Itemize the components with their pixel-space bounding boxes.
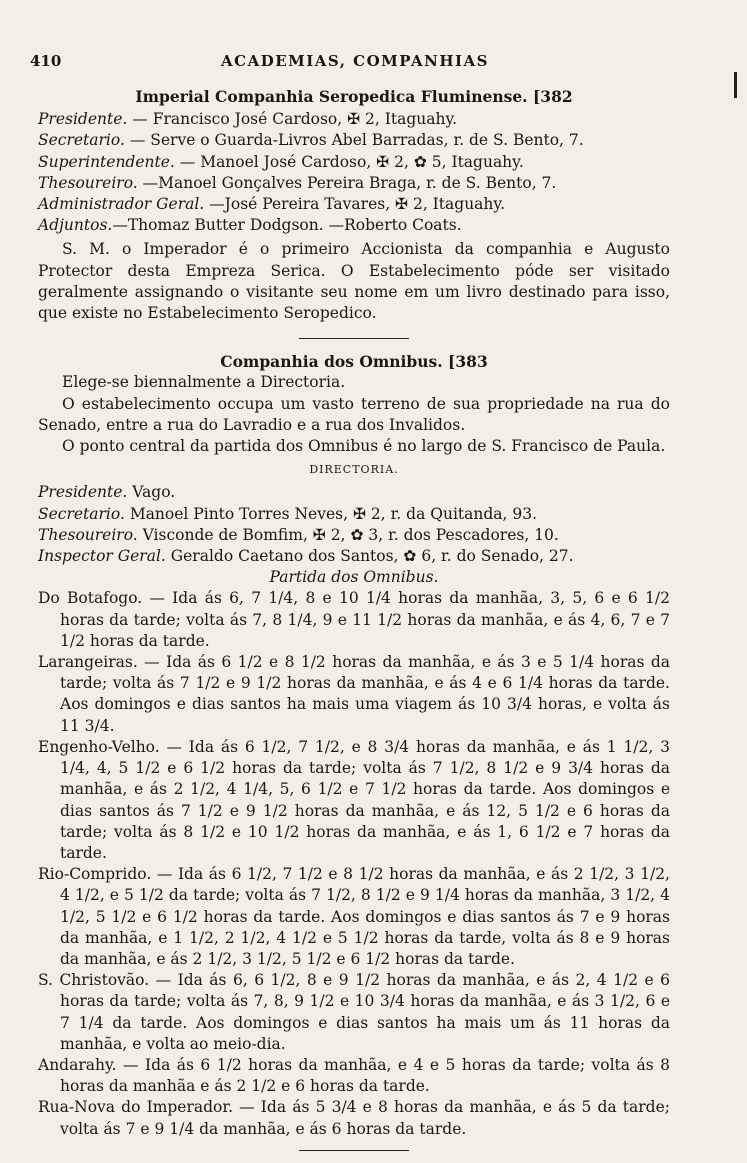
officer-text: —Thomaz Butter Dodgson. —Roberto Coats. (112, 216, 462, 235)
officer-role: Administrador Geral. (38, 195, 205, 214)
route-entry: Do Botafogo. — Ida ás 6, 7 1/4, 8 e 10 1/4 horas da manhãa, 3, 5, 6 e 6 1/2 horas da tarde; volta ás 7, 8 1/4, 9 e 11 1/2 horas da manhãa, e ás 4, 6, 7 e 7 1/2 horas da tarde. (38, 589, 670, 650)
officer-line (38, 152, 670, 173)
officer-text: Vago. (127, 483, 176, 502)
partida-heading: Partida dos Omnibus. (269, 568, 439, 587)
officer-line (38, 546, 670, 567)
officer-line (38, 109, 670, 130)
officer-text: Visconde de Bomfim, ✠ 2, ✿ 3, r. dos Pescadores, 10. (137, 525, 559, 544)
officer-role: Superintendente. (38, 152, 175, 171)
section-divider (299, 338, 409, 339)
paragraph-seropedica: S. M. o Imperador é o primeiro Accionista da companhia e Augusto Protector desta Empreza Serica. O Estabelecimento póde ser visitado geralmente assignando o visitante seu nome em um livro destinado para isso, que existe no Estabelecimento Seropedico. (38, 240, 670, 323)
section-title-omnibus: Companhia dos Omnibus. [383 (220, 352, 488, 372)
officer-line (38, 504, 670, 525)
officer-text: — Manoel José Cardoso, ✠ 2, ✿ 5, Itaguahy. (174, 152, 524, 171)
officer-list-seropedica (38, 109, 670, 236)
route-entry: Andarahy. — Ida ás 6 1/2 horas da manhãa, e 4 e 5 horas da tarde; volta ás 8 horas da manhãa e ás 2 1/2 e 6 horas da tarde. (38, 1055, 670, 1096)
officer-role: Presidente. (38, 483, 128, 502)
route-entry: Engenho-Velho. — Ida ás 6 1/2, 7 1/2, e 8 3/4 horas da manhãa, e ás 1 1/2, 3 1/4, 4, 5 1/2 e 6 1/2 horas da tarde; volta ás 7 1/2, 8 1/2 e 9 3/4 horas da manhãa, e ás 2 1/2, 4 1/4, 5, 6 1/2 e 7 1/2 horas da tarde. Aos domingos e dias santos ás 7 1/2 e 9 1/2 horas da manhãa, e ás 12, 5 1/2 e 6 horas da tarde; volta ás 8 1/2 e 10 1/2 horas da manhãa, e ás 1, 6 1/2 e 7 horas da tarde. (38, 737, 670, 862)
route-list (38, 588, 670, 1139)
margin-mark (734, 72, 737, 98)
officer-role: Thesoureiro. (38, 173, 138, 192)
route-entry: Rua-Nova do Imperador. — Ida ás 5 3/4 e 8 horas da manhãa, e ás 5 da tarde; volta ás 7 e 9 1/4 da manhãa, e ás 6 horas da tarde. (38, 1098, 670, 1138)
officer-line (38, 482, 670, 503)
officer-text: — Serve o Guarda-Livros Abel Barradas, r. de S. Bento, 7. (124, 131, 584, 150)
officer-role: Secretario. (38, 504, 125, 523)
officer-role: Adjuntos. (38, 216, 113, 235)
section-title-seropedica: Imperial Companhia Seropedica Fluminense. [382 (135, 87, 573, 106)
officer-text: Manoel Pinto Torres Neves, ✠ 2, r. da Quitanda, 93. (124, 504, 538, 523)
route-entry: Rio-Comprido. — Ida ás 6 1/2, 7 1/2 e 8 1/2 horas da manhãa, e ás 2 1/2, 3 1/2, 4 1/2, e 5 1/2 da tarde; volta ás 7 1/2, 8 1/2 e 9 1/4 horas da manhãa, 3 1/2, 4 1/2, 5 1/2 e 6 1/2 horas da tarde. Aos domingos e dias santos ás 7 e 9 horas da manhãa, e 1 1/2, 2 1/2, 4 1/2 e 5 1/2 horas da tarde, volta ás 8 e 9 horas da manhãa, e ás 2 1/2, 3 1/2, 5 1/2 e 6 1/2 horas da tarde. (38, 865, 670, 968)
route-entry: S. Christovão. — Ida ás 6, 6 1/2, 8 e 9 1/2 horas da manhãa, e ás 2, 4 1/2 e 6 horas da tarde; volta ás 7, 8, 9 1/2 e 10 3/4 horas da manhãa, e ás 3 1/2, 6 e 7 1/4 da tarde. Aos domingos e dias santos ha mais um ás 11 horas da manhãa, e volta ao meio-dia. (38, 971, 670, 1053)
officer-line (38, 130, 670, 151)
officer-list-omnibus (38, 482, 670, 567)
running-header (30, 52, 680, 74)
officer-role: Presidente. (38, 110, 128, 129)
officer-role: Inspector Geral. (38, 547, 166, 566)
page-body (38, 86, 670, 1163)
route-entry: Larangeiras. — Ida ás 6 1/2 e 8 1/2 horas da manhãa, e ás 3 e 5 1/4 horas da tarde; volta ás 7 1/2 e 9 1/2 horas da manhãa, e ás 4 e 6 1/4 horas da tarde. Aos domingos e dias santos ha mais uma viagem ás 10 3/4 horas, e volta ás 11 3/4. (38, 653, 670, 735)
officer-line (38, 215, 670, 236)
page-number: 410 (30, 52, 62, 70)
paragraph-omnibus: O ponto central da partida dos Omnibus é no largo de S. Francisco de Paula. (62, 437, 666, 456)
officer-line (38, 173, 670, 194)
officer-text: Geraldo Caetano dos Santos, ✿ 6, r. do Senado, 27. (165, 547, 574, 566)
paragraph-omnibus: O estabelecimento occupa um vasto terreno de sua propriedade na rua do Senado, entre a rua do Lavradio e a rua dos Invalidos. (38, 394, 670, 434)
officer-line (38, 525, 670, 546)
officer-line (38, 194, 670, 215)
running-title: ACADEMIAS, COMPANHIAS (221, 52, 489, 70)
officer-text: —Manoel Gonçalves Pereira Braga, r. de S. Bento, 7. (137, 173, 557, 192)
officer-role: Secretario. (38, 131, 125, 150)
paragraph-omnibus: Elege-se biennalmente a Directoria. (62, 373, 346, 392)
officer-text: —José Pereira Tavares, ✠ 2, Itaguahy. (204, 195, 506, 214)
directoria-heading: DIRECTORIA. (309, 463, 399, 477)
officer-text: — Francisco José Cardoso, ✠ 2, Itaguahy. (127, 110, 458, 129)
officer-role: Thesoureiro. (38, 525, 138, 544)
